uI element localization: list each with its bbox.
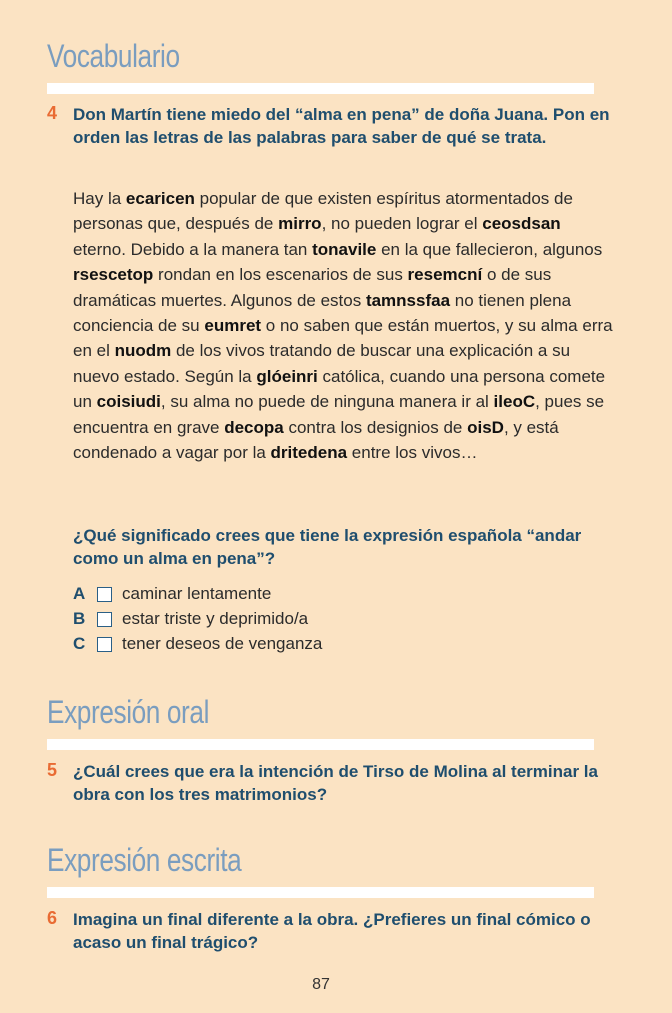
scrambled-word: rsescetop (73, 265, 154, 285)
scrambled-word: mirro (278, 214, 322, 234)
passage-segment: católica, cuando una persona comete un (73, 366, 606, 412)
scrambled-word: ceosdsan (482, 214, 561, 234)
passage-segment: , no pueden lograr el (321, 214, 483, 234)
passage-text (73, 186, 618, 465)
section-divider (47, 83, 594, 94)
checkbox[interactable] (97, 612, 112, 627)
option-letter: A (73, 584, 86, 603)
scrambled-word: tonavile (312, 239, 377, 259)
scrambled-word: oisD (467, 417, 504, 437)
scrambled-word: glóeinri (256, 366, 318, 386)
scrambled-word: tamnssfaa (365, 290, 451, 310)
section-divider (47, 887, 594, 898)
option-label: tener deseos de venganza (122, 634, 323, 653)
section-divider (47, 739, 594, 750)
exercise-question: Don Martín tiene miedo del “alma en pena” de doña Juana. Pon en orden las letras de las palabras para saber de qué se trata. (73, 105, 610, 147)
passage-segment: o no saben que están muertos, y su alma erra en el (73, 316, 613, 361)
passage-segment: contra los designios de (283, 417, 468, 437)
passage-segment: , su alma no puede de ninguna manera ir al (160, 392, 494, 412)
scrambled-word: ileoC (493, 392, 536, 412)
exercise-question: Imagina un final diferente a la obra. ¿Prefieres un final cómico o acaso un final trágico? (73, 910, 591, 952)
scrambled-word: nuodm (114, 341, 172, 361)
scrambled-word: dritedena (270, 443, 348, 463)
passage-segment: entre los vivos… (347, 443, 478, 463)
passage-segment: eterno. Debido a la manera tan (73, 239, 313, 259)
scrambled-word: resemcní (407, 265, 483, 285)
option-label: estar triste y deprimido/a (122, 609, 309, 628)
passage-segment: Hay la (73, 189, 126, 208)
section-title-expresion-escrita: Expresión escrita (47, 842, 242, 878)
option-a[interactable] (73, 583, 271, 605)
option-c[interactable] (73, 633, 322, 655)
scrambled-word: ecaricen (125, 189, 195, 208)
passage-segment: , pues se encuentra en grave (73, 392, 605, 437)
option-b[interactable] (73, 608, 308, 630)
exercise-subquestion: ¿Qué significado crees que tiene la expresión española “andar como un alma en pena”? (73, 526, 582, 568)
passage-segment: rondan en los escenarios de sus (153, 265, 408, 285)
option-label: caminar lentamente (122, 584, 272, 603)
section-title-vocabulario: Vocabulario (47, 38, 180, 74)
scrambled-word: decopa (224, 417, 284, 437)
page-number: 87 (312, 976, 330, 993)
exercise-number: 5 (47, 760, 58, 780)
option-letter: C (73, 634, 86, 653)
option-letter: B (73, 609, 86, 628)
exercise-question: ¿Cuál crees que era la intención de Tirso de Molina al terminar la obra con los tres matrimonios? (73, 762, 598, 804)
scrambled-word: eumret (204, 316, 262, 336)
checkbox[interactable] (97, 587, 112, 602)
checkbox[interactable] (97, 637, 112, 652)
exercise-number: 6 (47, 908, 58, 928)
passage-segment: popular de que existen espíritus atormentados de personas que, después de (73, 189, 573, 234)
passage-segment: de los vivos tratando de buscar una explicación a su nuevo estado. Según la (73, 341, 571, 386)
passage-segment: no tienen plena conciencia de su (73, 290, 572, 336)
passage-segment: en la que fallecieron, algunos (376, 239, 603, 259)
scrambled-word: coisiudi (96, 392, 161, 412)
passage-segment: , y está condenado a vagar por la (73, 417, 559, 463)
passage-segment: o de sus dramáticas muertes. Algunos de estos (73, 265, 552, 310)
exercise-number: 4 (47, 103, 58, 123)
section-title-expresion-oral: Expresión oral (47, 694, 209, 730)
